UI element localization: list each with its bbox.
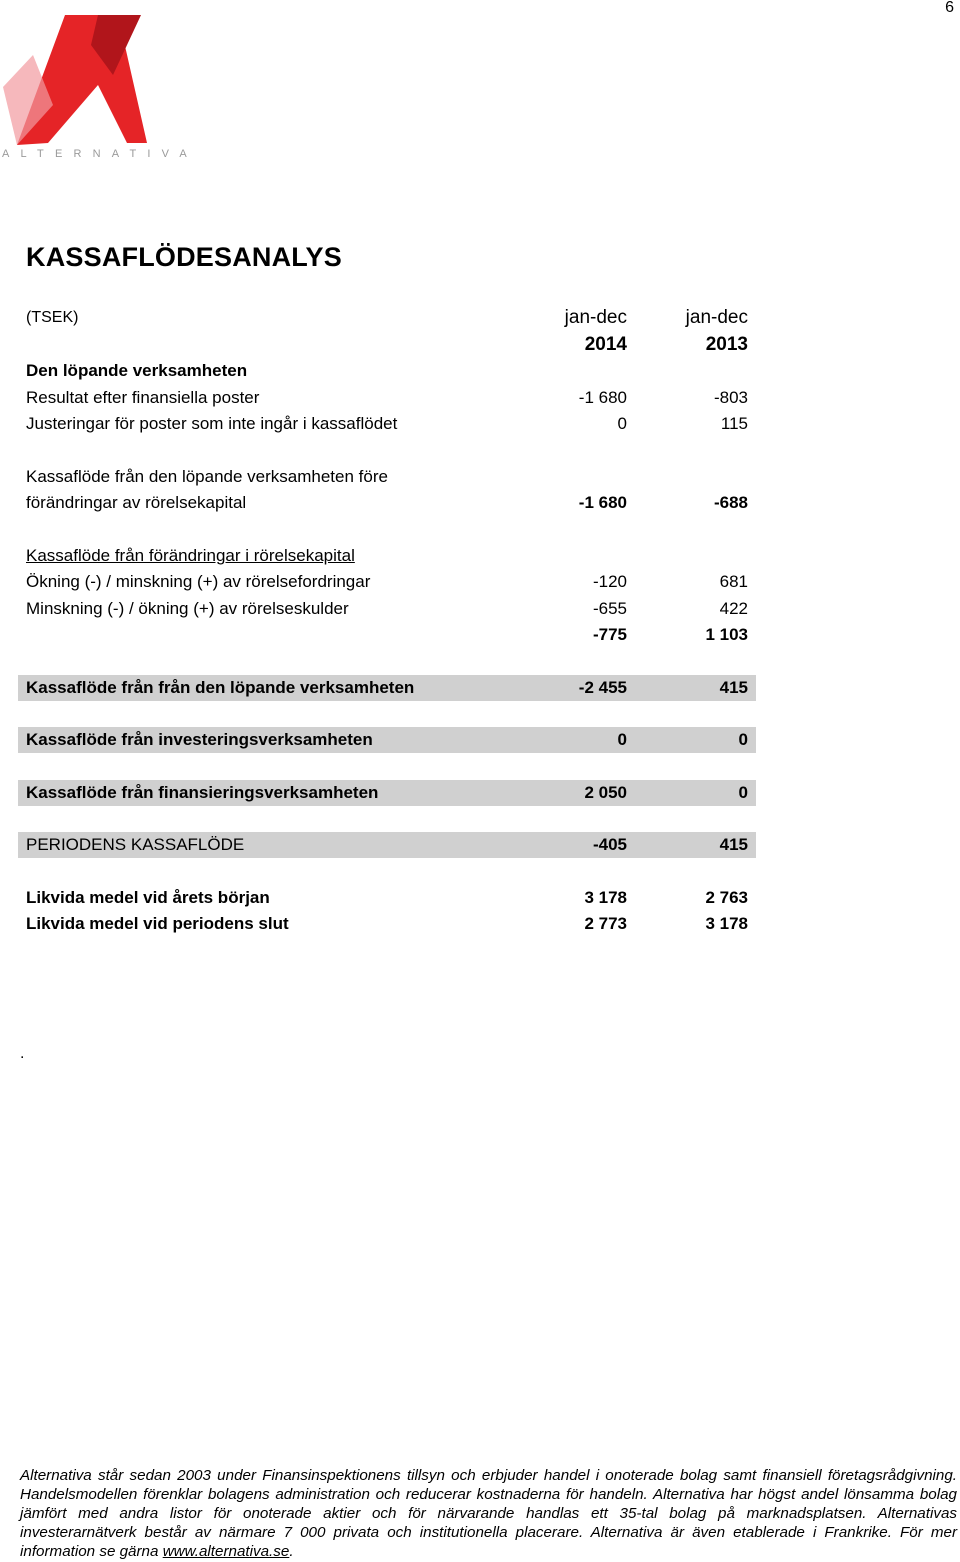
section-heading-working-capital: Kassaflöde från förändringar i rörelsekapital [26, 546, 355, 565]
col2-period: jan-dec [685, 307, 748, 328]
header-year-row [18, 332, 756, 358]
col1-period: jan-dec [564, 307, 627, 328]
alternativa-logo [3, 15, 161, 165]
cash-start-row: Likvida medel vid årets början 3 178 2 763 [26, 888, 748, 907]
cash-end-row: Likvida medel vid periodens slut 2 773 3 178 [26, 914, 748, 933]
stray-period: . [20, 1045, 25, 1062]
total-row-period-cashflow: PERIODENS KASSAFLÖDE -405 415 [18, 832, 756, 858]
total-row-operating: Kassaflöde från från den löpande verksamheten -2 455 415 [18, 675, 756, 701]
page-title: KASSAFLÖDESANALYS [26, 242, 342, 272]
subtotal-row: -775 1 103 [592, 625, 748, 644]
table-row-label-line1: Kassaflöde från den löpande verksamheten före [26, 467, 388, 486]
table-row: Justeringar för poster som inte ingår i kassaflödet 0 115 [26, 414, 748, 433]
header-period-row [18, 305, 756, 331]
footer-text: Alternativa står sedan 2003 under Finansinspektionens tillsyn och erbjuder handel i onoterade bolag samt finansiell företagsrådgivning. Handelsmodellen förenklar bolagens administration och reducerar kostnaderna för handeln. Alternativa har högst andel lönsamma bolag jämfört med andra listor för onoterade aktier och för närvarande handlas ett 35-tal bolag på marknadsplatsen. Alternativas investerarnätverk består av närmare 7 000 privata och institutionella placerare. Alternativa är även etablerade i Frankrike. För mer information se gärna www.alternativa.se. [20, 1467, 957, 1560]
section-heading-operating: Den löpande verksamheten [26, 361, 248, 380]
logo-wordmark: ALTERNATIVA [2, 148, 198, 160]
table-row: Ökning (-) / minskning (+) av rörelsefordringar -120 681 [26, 572, 748, 591]
table-row: förändringar av rörelsekapital -1 680 -688 [26, 493, 748, 512]
unit-label: (TSEK) [26, 309, 79, 326]
total-row-financing: Kassaflöde från finansieringsverksamheten 2 050 0 [18, 780, 756, 806]
website-link[interactable]: www.alternativa.se [162, 1543, 290, 1560]
table-row: Minskning (-) / ökning (+) av rörelseskulder -655 422 [26, 599, 748, 618]
page-number: 6 [945, 0, 954, 16]
total-row-investing: Kassaflöde från investeringsverksamheten 0 0 [18, 727, 756, 753]
table-row: Resultat efter finansiella poster -1 680 -803 [26, 388, 748, 407]
col2-year: 2013 [705, 334, 748, 355]
col1-year: 2014 [584, 334, 627, 355]
